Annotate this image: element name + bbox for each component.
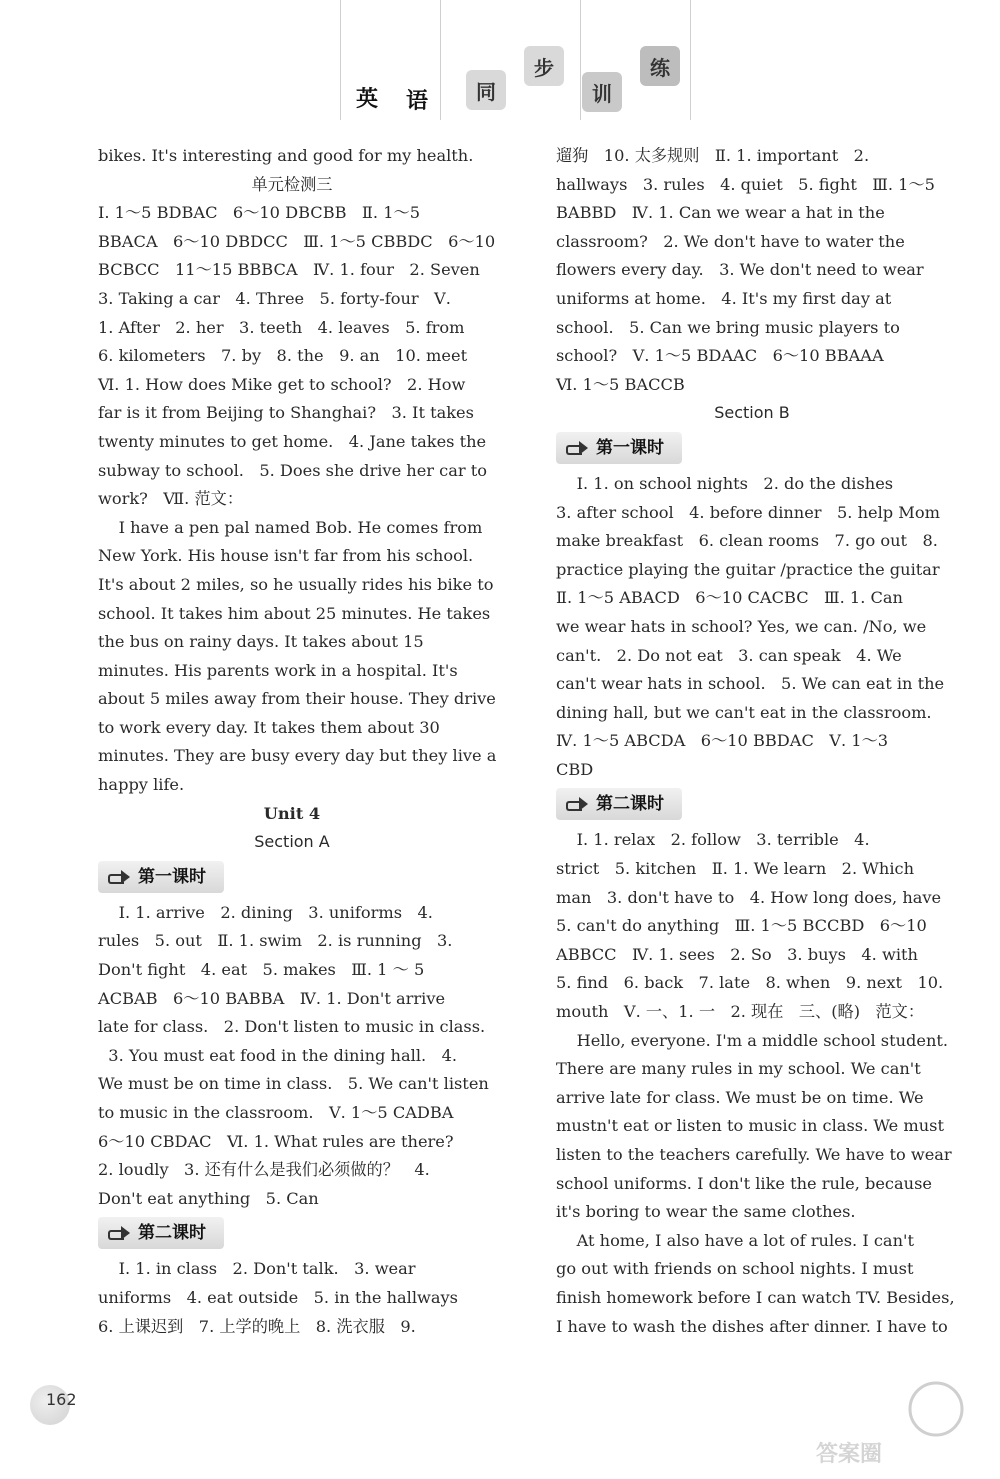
lesson-badge [556,432,682,464]
answer-line: BABBD Ⅳ. 1. Can we wear a hat in the [556,203,885,223]
watermark-domain: 答案圈 [816,1442,883,1467]
answer-line: twenty minutes to get home. 4. Jane takes the [98,431,487,451]
answer-line: strict 5. kitchen Ⅱ. 1. We learn 2. Which [556,859,915,879]
header-box [524,46,564,86]
answer-line: subway to school. 5. Does she drive her car to [98,460,488,480]
header-char: 练 [650,55,670,80]
answer-line: At home, I also have a lot of rules. I can't [556,1230,914,1250]
lesson-badge [556,788,682,820]
answer-line: 5. find 6. back 7. late 8. when 9. next 10. [556,973,944,993]
answer-line: 6～10 CBDAC Ⅵ. 1. What rules are there? [98,1131,454,1151]
answer-line: rules 5. out Ⅱ. 1. swim 2. is running 3. [98,931,453,951]
answer-line: 2. loudly 3. 还有什么是我们必须做的？ 4. [98,1160,430,1180]
lesson-badge-label: 第一课时 [596,437,664,458]
header-char: 训 [592,81,612,106]
answer-line: bikes. It's interesting and good for my health. [98,146,474,165]
header-char: 英 [356,87,379,112]
answer-line: There are many rules in my school. We can't [556,1059,921,1079]
answer-line: Don't eat anything 5. Can [98,1188,319,1208]
answer-line: can't. 2. Do not eat 3. can speak 4. We [556,645,902,665]
watermark-ring [910,1383,962,1435]
answer-line: New York. His house isn't far from his school. [98,546,474,566]
section-heading: Section B [714,403,790,423]
answer-line: mouth Ⅴ. 一、1. 一 2. 现在 三、(略) 范文： [556,1002,925,1022]
answer-line: work? Ⅶ. 范文： [98,489,244,509]
answer-line: go out with friends on school nights. I must [556,1259,914,1279]
header-box [640,46,680,86]
test-heading: 单元检测三 [251,174,333,194]
lesson-badge [98,861,224,893]
header-divider [690,0,691,120]
left-column [98,142,497,1341]
answer-line: Ⅵ. 1～5 BACCB [556,374,685,394]
page-number: 162 [46,1390,77,1409]
answer-line: finish homework before I can watch TV. Besides, [556,1287,955,1307]
arrow-icon [108,1226,130,1240]
answer-line: school. It takes him about 25 minutes. He takes [98,603,491,623]
answer-line: to music in the classroom. Ⅴ. 1～5 CADBA [98,1103,454,1122]
answer-line: Ⅰ. 1. on school nights 2. do the dishes [556,473,894,493]
answer-line: 6. 上课迟到 7. 上学的晚上 8. 洗衣服 9. [98,1316,416,1336]
answer-line: BCBCC 11～15 BBBCA Ⅳ. 1. four 2. Seven [98,260,480,280]
answer-line: we wear hats in school? Yes, we can. /No, we [556,616,927,636]
arrow-icon [108,870,130,884]
answer-line: 6. kilometers 7. by 8. the 9. an 10. meet [98,346,468,366]
header-char: 同 [476,79,496,104]
answer-line: 遛狗 10. 太多规则 Ⅱ. 1. important 2. [556,146,870,165]
header-divider [440,0,441,120]
answer-line: about 5 miles away from their house. They drive [98,689,496,709]
answer-line: BBACA 6～10 DBDCC Ⅲ. 1～5 CBBDC 6～10 [98,231,496,251]
header-box [582,72,622,112]
answer-line: I have a pen pal named Bob. He comes from [98,517,483,537]
answer-line: Ⅱ. 1～5 ABACD 6～10 CACBC Ⅲ. 1. Can [556,588,903,608]
answer-line: school. 5. Can we bring music players to [556,317,900,337]
answer-line: school uniforms. I don't like the rule, because [556,1173,932,1193]
answer-line: 1. After 2. her 3. teeth 4. leaves 5. from [98,317,465,337]
answer-line: Ⅰ. 1～5 BDBAC 6～10 DBCBB Ⅱ. 1～5 [98,203,420,223]
header-divider [580,0,581,120]
answer-line: practice playing the guitar /practice the guitar [556,559,940,579]
answer-line: ABBCC Ⅳ. 1. sees 2. So 3. buys 4. with [556,944,918,964]
section-heading: Section A [254,832,330,852]
lesson-badge-label: 第二课时 [138,1223,206,1244]
answer-line: to work every day. It takes them about 30 [98,717,440,737]
answer-line: arrive late for class. We must be on time. We [556,1087,924,1107]
right-column [556,142,955,1341]
answer-line: We must be on time in class. 5. We can't listen [98,1074,489,1094]
answer-line: 5. can't do anything Ⅲ. 1～5 BCCBD 6～10 [556,916,927,936]
answer-line: Ⅰ. 1. arrive 2. dining 3. uniforms 4. [98,902,433,922]
lesson-badge-label: 第一课时 [138,866,206,887]
lesson-badge-label: 第二课时 [596,794,664,815]
answer-line: 3. You must eat food in the dining hall. 4. [98,1045,458,1065]
answer-line: uniforms at home. 4. It's my first day at [556,288,892,308]
answer-line: can't wear hats in school. 5. We can eat in the [556,674,945,694]
answer-line: ACBAB 6～10 BABBA Ⅳ. 1. Don't arrive [98,988,446,1008]
answer-line: Ⅰ. 1. relax 2. follow 3. terrible 4. [556,830,870,850]
answer-line: CBD [556,759,594,779]
arrow-icon [566,797,588,811]
lesson-badge [98,1217,224,1249]
header-box [466,70,506,110]
answer-line: 3. after school 4. before dinner 5. help Mom [556,502,940,522]
answer-line: make breakfast 6. clean rooms 7. go out 8. [556,531,938,551]
answer-line: uniforms 4. eat outside 5. in the hallways [98,1287,458,1307]
unit-heading: Unit 4 [263,803,321,823]
answer-line: mustn't eat or listen to music in class. We must [556,1116,944,1136]
answer-line: It's about 2 miles, so he usually rides his bike to [98,574,494,594]
answer-line: I have to wash the dishes after dinner. I have to [556,1316,948,1336]
answer-line: it's boring to wear the same clothes. [556,1202,856,1222]
answer-line: minutes. His parents work in a hospital. It's [98,660,458,680]
answer-line: Ⅰ. 1. in class 2. Don't talk. 3. wear [98,1259,416,1279]
answer-line: classroom? 2. We don't have to water the [556,231,905,251]
answer-line: dining hall, but we can't eat in the classroom. [556,702,932,722]
answer-line: far is it from Beijing to Shanghai? 3. It takes [98,403,474,423]
answer-line: listen to the teachers carefully. We have to wear [556,1145,952,1164]
answer-line: minutes. They are busy every day but they live a [98,746,497,766]
answer-line: happy life. [98,775,185,795]
answer-line: 3. Taking a car 4. Three 5. forty-four Ⅴ. [98,288,451,308]
header-divider [340,0,341,120]
book-header [330,0,700,120]
arrow-icon [566,441,588,455]
answer-line: the bus on rainy days. It takes about 15 [98,632,424,652]
answer-line: late for class. 2. Don't listen to music in class. [98,1017,486,1037]
answer-line: Don't fight 4. eat 5. makes Ⅲ. 1 ～ 5 [98,960,425,980]
answer-line: hallways 3. rules 4. quiet 5. fight Ⅲ. 1～5 [556,174,935,194]
answer-line: Hello, everyone. I'm a middle school student. [556,1030,949,1050]
header-char: 步 [534,55,554,80]
answer-line: Ⅳ. 1～5 ABCDA 6～10 BBDAC Ⅴ. 1～3 [556,731,889,751]
answer-line: Ⅵ. 1. How does Mike get to school? 2. How [98,374,466,394]
answer-line: flowers every day. 3. We don't need to wear [556,260,924,280]
answer-line: man 3. don't have to 4. How long does, have [556,887,942,907]
header-char: 语 [406,89,429,114]
answer-line: school? Ⅴ. 1～5 BDAAC 6～10 BBAAA [556,346,884,366]
watermark-logo [786,1369,986,1469]
